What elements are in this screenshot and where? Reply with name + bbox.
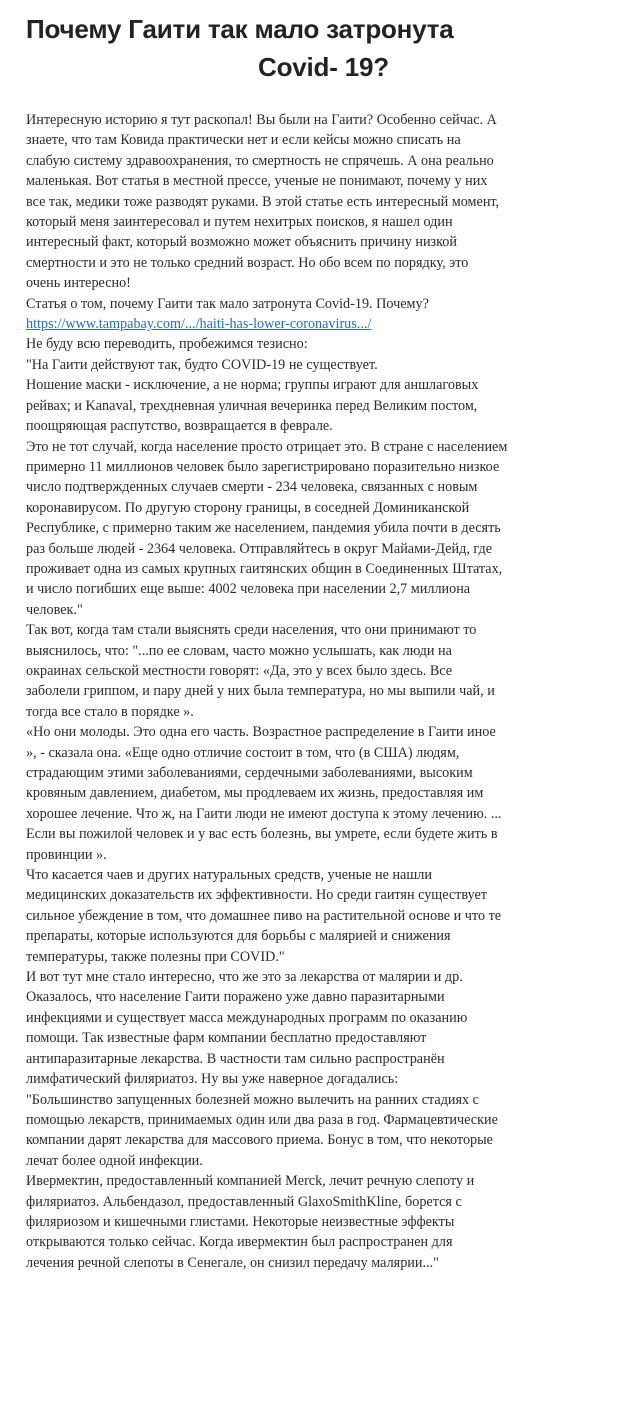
article-body xyxy=(26,110,636,1273)
body-text-line: Так вот, когда там стали выяснять среди населения, что они принимают то xyxy=(26,622,477,639)
body-text-line: Не буду всю переводить, пробежимся тезисно: xyxy=(26,336,308,353)
body-text-line: выяснилось, что: "...по ее словам, часто можно услышать, как люди на xyxy=(26,642,452,659)
body-text-line: температуры, также полезны при COVID." xyxy=(26,948,285,965)
body-text-line: "На Гаити действуют так, будто COVID-19 не существует. xyxy=(26,356,378,373)
body-text-line: рейвах; и Kanaval, трехдневная уличная вечеринка перед Великим постом, xyxy=(26,397,478,414)
body-text-line: все так, медики тоже разводят руками. В этой статье есть интересный момент, xyxy=(26,193,500,210)
body-text-line: кровяным давлением, диабетом, мы продлеваем их жизнь, предоставляя им xyxy=(26,785,484,802)
body-text-line: поощряющая распутство, возвращается в феврале. xyxy=(26,418,333,435)
article-title-line-2: Covid- 19? xyxy=(258,52,389,82)
body-text-line: Что касается чаев и других натуральных средств, ученые не нашли xyxy=(26,867,432,884)
body-text-line: тогда все стало в порядке ». xyxy=(26,703,194,720)
body-text-line: человек." xyxy=(26,601,83,618)
body-text-line: Это не тот случай, когда население просто отрицает это. В стране с населением xyxy=(26,438,508,455)
body-text-line: лечат более одной инфекции. xyxy=(26,1152,203,1169)
body-text-line: сильное убеждение в том, что домашнее пиво на растительной основе и что те xyxy=(26,907,502,924)
body-text-line: медицинских доказательств их эффективности. Но среди гаитян существует xyxy=(26,887,487,904)
body-text-line: смертности и это не только средний возраст. Но обо всем по порядку, это xyxy=(26,254,469,271)
article-title-line-1: Почему Гаити так мало затронута xyxy=(26,14,454,44)
body-text-line: хорошее лечение. Что ж, на Гаити люди не имеют доступа к этому лечению. ... xyxy=(26,805,502,822)
body-text-line: число подтвержденных случаев смерти - 234 человека, связанных с новым xyxy=(26,479,478,496)
body-text-line: знаете, что там Ковида практически нет и если кейсы можно списать на xyxy=(26,132,461,149)
body-text-line: слабую систему здравоохранения, то смертность не спрячешь. А она реально xyxy=(26,152,494,169)
body-text-line: антипаразитарные лекарства. В частности там сильно распространён xyxy=(26,1050,445,1067)
body-text-line: компании дарят лекарства для массового приема. Бонус в том, что некоторые xyxy=(26,1132,493,1149)
body-text-line: филяриозом и кишечными глистами. Некоторые неизвестные эффекты xyxy=(26,1213,455,1230)
body-text-line: филяриатоз. Альбендазол, предоставленный GlaxoSmithKline, борется с xyxy=(26,1193,462,1210)
body-text-line: Республике, с примерно таким же населением, пандемия убила почти в десять xyxy=(26,520,501,537)
body-text-line: помощи. Так известные фарм компании бесплатно предоставляют xyxy=(26,1030,427,1047)
body-text-line: Ношение маски - исключение, а не норма; группы играют для аншлаговых xyxy=(26,377,479,394)
body-text-line: препараты, которые используются для борьбы с малярией и снижения xyxy=(26,928,451,945)
body-text-line: который меня заинтересовал и путем нехитрых поисков, я нашел один xyxy=(26,214,453,231)
body-text-line: провинции ». xyxy=(26,846,107,863)
body-text-line: лимфатический филяриатоз. Ну вы уже наверное догадались: xyxy=(26,1071,399,1088)
body-text-line: очень интересно! xyxy=(26,275,131,292)
body-text-line: «Но они молоды. Это одна его часть. Возрастное распределение в Гаити иное xyxy=(26,724,496,741)
body-text-line: окраинах сельской местности говорят: «Да, это у всех было здесь. Все xyxy=(26,662,453,679)
body-text-line: страдающим этими заболеваниями, сердечными заболеваниями, высоким xyxy=(26,765,473,781)
body-text-line: лечения речной слепоты в Сенегале, он снизил передачу малярии..." xyxy=(26,1254,439,1271)
source-link[interactable]: https://www.tampabay.com/.../haiti-has-lower-coronavirus.../ xyxy=(26,316,372,333)
body-text-line: Ивермектин, предоставленный компанией Merck, лечит речную слепоту и xyxy=(26,1173,475,1190)
body-text-line: », - сказала она. «Еще одно отличие состоит в том, что (в США) людям, xyxy=(26,744,460,761)
body-text-line: Оказалось, что население Гаити поражено уже давно паразитарными xyxy=(26,989,445,1006)
body-text-line: открываются только сейчас. Когда ивермектин был распространен для xyxy=(26,1234,453,1251)
body-text-line: коронавирусом. По другую сторону границы, в соседней Доминиканской xyxy=(26,499,470,516)
body-text-line: маленькая. Вот статья в местной прессе, ученые не понимают, почему у них xyxy=(26,173,488,190)
body-text-line: раз больше людей - 2364 человека. Отправляйтесь в округ Майами-Дейд, где xyxy=(26,540,493,557)
article-title xyxy=(0,0,640,86)
body-text-line: помощью лекарств, принимаемых один или два раза в год. Фармацевтические xyxy=(26,1111,498,1128)
body-text-line: примерно 11 миллионов человек было зарегистрировано поразительно низкое xyxy=(26,458,500,475)
body-text-line: проживает одна из самых крупных гаитянских общин в Соединенных Штатах, xyxy=(26,560,503,577)
body-text-line: и число погибших еще выше: 4002 человека при населении 2,7 миллиона xyxy=(26,581,471,598)
body-text-line: "Большинство запущенных болезней можно вылечить на ранних стадиях с xyxy=(26,1091,479,1108)
body-text-line: заболели гриппом, и пару дней у них была температура, но мы выпили чай, и xyxy=(26,683,495,700)
body-text-line: И вот тут мне стало интересно, что же это за лекарства от малярии и др. xyxy=(26,969,463,986)
body-text-line: интересный факт, который возможно может объяснить причину низкой xyxy=(26,234,457,251)
body-text-line: Интересную историю я тут раскопал! Вы были на Гаити? Особенно сейчас. А xyxy=(26,112,497,128)
body-text-line: инфекциями и существует масса международных программ по оказанию xyxy=(26,1009,468,1026)
body-text-line: Если вы пожилой человек и у вас есть болезнь, вы умрете, если будете жить в xyxy=(26,826,498,843)
body-text-line: Статья о том, почему Гаити так мало затронута Covid-19. Почему? xyxy=(26,295,429,312)
